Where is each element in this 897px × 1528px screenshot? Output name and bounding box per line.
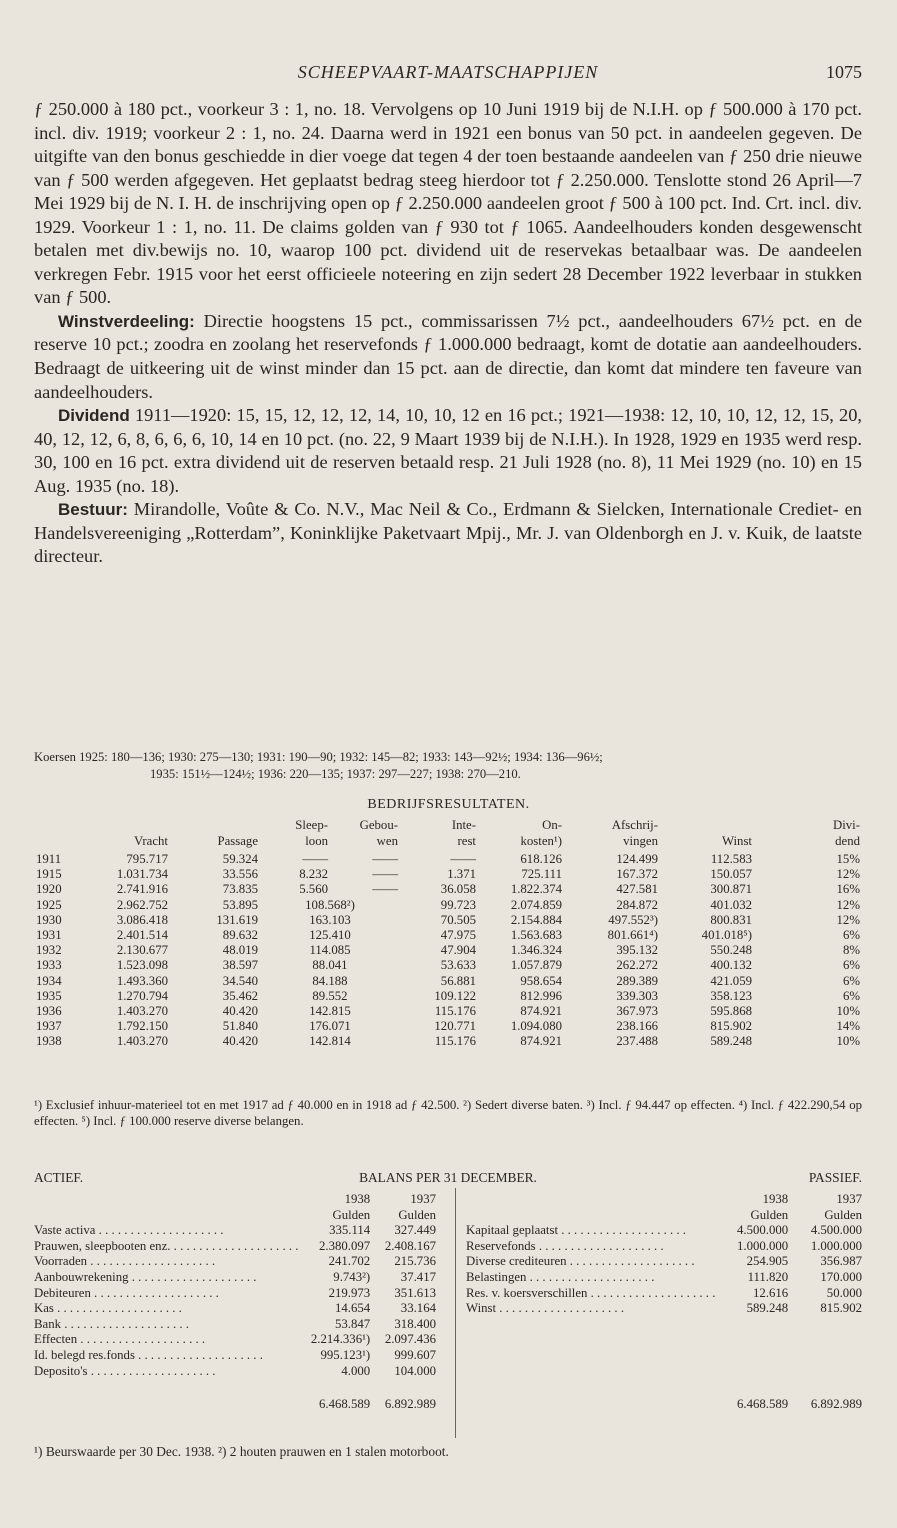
table-cell: 15% [836,852,860,866]
table-cell: 401.018⁵) [701,928,752,943]
table-cell: 112.583 [710,852,752,866]
running-title: SCHEEPVAART-MAATSCHAPPIJEN [297,62,599,82]
balance-item-value: 318.400 [394,1316,436,1331]
balance-item-value: 995.123¹) [320,1347,371,1362]
table-row [34,1034,862,1049]
table-cell: 3.086.418 [116,912,168,927]
balance-item-value: 53.847 [335,1316,371,1331]
table-cell: 48.019 [222,943,258,958]
table-cell: 1930 [36,912,62,927]
table-cell: 47.904 [440,943,476,958]
balance-item-label: Id. belegd res.fonds . . . [34,1348,298,1364]
table-cell: 1925 [36,897,62,912]
results-title: BEDRIJFSRESULTATEN. [367,797,530,812]
balance-item-value: 219.973 [328,1285,371,1300]
table-row [34,989,862,1004]
results-header-top-cell [74,817,170,833]
balance-item-value: 351.613 [394,1285,436,1300]
koersen-block [34,749,862,783]
results-table [34,817,862,1050]
balance-item-label: Res. v. koersverschillen . . . [466,1286,715,1302]
table-row [34,898,862,913]
table-cell: 10% [836,1034,860,1049]
passief-unit-1: Gulden [750,1207,789,1222]
table-cell: 339.303 [616,988,658,1003]
table-row [34,1004,862,1019]
results-header-bottom-cell: dend [835,834,860,848]
actief-year-row [34,1192,436,1208]
passief-year-row [466,1192,862,1208]
balance-item-label: Voorraden . . . [34,1254,298,1270]
table-cell: 1.270.794 [116,988,168,1003]
table-cell: 34.540 [222,973,258,988]
table-cell: 1.792.150 [116,1019,168,1034]
table-cell: 108.568²) [305,897,355,912]
table-cell: 595.868 [710,1004,752,1019]
table-cell: 958.654 [520,973,562,988]
balance-item-label: Reservefonds . . . [466,1239,715,1255]
table-cell: 14% [836,1019,860,1034]
table-cell: 89.632 [222,928,258,943]
balance-divider [455,1188,456,1438]
table-cell: 874.921 [520,1004,562,1019]
paragraph-winstverdeeling [34,310,862,404]
table-cell: 1.346.324 [510,943,562,958]
balance-item-value: 37.417 [400,1269,436,1284]
table-cell: 124.499 [616,852,658,866]
table-cell: 1935 [36,988,62,1003]
table-cell: 125.410 [309,928,351,943]
results-footnote: ¹) Exclusief inhuur-materieel tot en met 1917 ad ƒ 40.000 en in 1918 ad ƒ 42.500. ²) Sedert diverse baten. ³) Incl. ƒ 94.447 op effecten. ⁴) Incl. ƒ 422.290,54 op effecten. ⁵) Incl. ƒ 100.000 reserve diverse belangen. [34,1098,862,1128]
list-item [466,1286,862,1302]
passief-unit-row [466,1208,862,1224]
table-cell: 358.123 [710,988,752,1003]
list-item [34,1239,436,1255]
table-cell: 1.094.080 [510,1019,562,1034]
table-cell: 5.560 [299,882,328,897]
page-number: 1075 [826,62,862,82]
results-header-bottom-cell: Vracht [133,834,168,848]
list-item [34,1332,436,1348]
table-cell: 289.389 [616,973,658,988]
table-row [34,913,862,928]
balance-item-label: Vaste activa . . . [34,1223,298,1239]
balance-footnote: ¹) Beurswaarde per 30 Dec. 1938. ²) 2 houten prauwen en 1 stalen motorboot. [34,1444,449,1459]
koersen-line-2: 1935: 151½—124½; 1936: 220—135; 1937: 297—227; 1938: 270—210. [150,767,521,781]
table-cell: 1934 [36,973,62,988]
table-cell: 88.041 [312,958,348,973]
balance-total-value: 6.892.989 [810,1397,862,1412]
table-cell: 2.074.859 [510,897,562,912]
table-cell: —— [372,867,398,882]
passief-body [466,1192,862,1413]
balance-item-label: Belastingen . . . [466,1270,715,1286]
balance-item-value: 1.000.000 [810,1238,862,1253]
results-header-bottom-cell: loon [305,834,328,848]
results-header-bottom-cell: wen [376,834,398,848]
results-header-top-cell: On- [542,818,562,832]
table-cell: 109.122 [434,988,476,1003]
table-cell: 427.581 [616,882,658,897]
table-cell: 550.248 [710,943,752,958]
results-body [34,849,862,1050]
balance-item-value: 589.248 [746,1301,789,1316]
balance-item-value: 2.097.436 [384,1332,436,1347]
table-cell: 163.103 [309,912,351,927]
winstverdeeling-label: Winstverdeeling: [58,311,195,331]
balance-item-value: 50.000 [826,1285,862,1300]
table-cell: 12% [836,867,860,882]
table-cell: 421.059 [710,973,752,988]
balance-item-value: 14.654 [335,1301,371,1316]
table-cell: 400.132 [710,958,752,973]
table-cell: 115.176 [434,1034,476,1049]
table-cell: 47.975 [440,928,476,943]
table-cell: 6% [842,973,860,988]
balance-item-value: 999.607 [394,1347,436,1362]
table-cell: 1932 [36,943,62,958]
table-cell: 115.176 [434,1004,476,1019]
table-cell: 6% [842,988,860,1003]
balance-total-row [466,1379,862,1413]
table-row [34,882,862,897]
table-cell: 16% [836,882,860,897]
balance-item-value: 111.820 [747,1269,789,1284]
balance-header [34,1170,862,1188]
page-header [34,62,862,88]
balance-item-label: Kas . . . [34,1301,298,1317]
results-header-bottom-cell: Passage [217,834,258,848]
balance-item-value: 815.902 [820,1301,862,1316]
list-item [34,1254,436,1270]
balance-item-value: 254.905 [746,1254,789,1269]
table-cell: 59.324 [222,852,258,866]
balance-total-row [34,1379,436,1413]
table-cell: 6% [842,928,860,943]
table-cell: 73.835 [222,882,258,897]
table-cell: 1.057.879 [510,958,562,973]
table-cell: 1.523.098 [116,958,168,973]
table-cell: 2.130.677 [116,943,168,958]
table-cell: 2.154.884 [510,912,562,927]
table-cell: 589.248 [710,1034,752,1049]
balance-item-label: Effecten . . . [34,1332,298,1348]
balance-item-label: Diverse crediteuren . . . [466,1254,715,1270]
results-header-top-cell: Divi- [832,818,860,832]
table-cell: 1.493.360 [116,973,168,988]
balance-item-label: Debiteuren . . . [34,1286,298,1302]
table-row [34,867,862,882]
results-header-top-cell [170,817,260,833]
balance-item-label: Winst . . . [466,1301,715,1317]
balance-item-value: 4.500.000 [810,1223,862,1238]
table-cell: 1.371 [447,867,476,882]
table-cell: 33.556 [222,867,258,882]
list-item [466,1270,862,1286]
table-cell: 2.401.514 [116,928,168,943]
balance-title: BALANS PER 31 DECEMBER. [359,1170,537,1185]
results-header-bottom-cell [34,833,74,849]
table-row [34,928,862,943]
table-row [34,974,862,989]
table-cell: 8% [842,943,860,958]
passief-side [466,1192,862,1413]
table-cell: 120.771 [434,1019,476,1034]
table-cell: 1.403.270 [116,1004,168,1019]
actief-table [34,1192,436,1413]
actief-year-1: 1938 [344,1192,371,1206]
bestuur-text: Mirandolle, Voûte & Co. N.V., Mac Neil & Co., Erdmann & Sielcken, Internationale Crediet- en Handelsvereeniging „Rotterdam”, Koninklijke Paketvaart Mpij., Mr. J. van Oldenborgh en J. v. Kuik, de laatste directeur. [34,499,862,567]
list-item [34,1364,436,1380]
balance-item-value: 9.743²) [333,1269,371,1284]
table-cell: 35.462 [222,988,258,1003]
table-cell: 801.661⁴) [607,928,658,943]
balance-item-value: 215.736 [394,1254,436,1269]
results-header-bottom-cell: rest [457,834,476,848]
balance-item-value: 12.616 [753,1285,789,1300]
table-cell: 36.058 [440,882,476,897]
actief-label: ACTIEF. [34,1170,84,1185]
actief-unit-2: Gulden [398,1207,436,1222]
balance-item-label: Kapitaal geplaatst . . . [466,1223,715,1239]
results-header-bottom-cell: Winst [721,834,752,848]
table-cell: 142.814 [309,1034,351,1049]
list-item [34,1286,436,1302]
balance-item-value: 335.114 [329,1223,371,1238]
passief-year-1: 1938 [762,1192,789,1206]
paragraph-bestuur [34,498,862,569]
passief-table [466,1192,862,1413]
list-item [466,1223,862,1239]
table-cell: 1933 [36,958,62,973]
balance-item-value: 241.702 [328,1254,371,1269]
list-item [34,1317,436,1333]
list-item [34,1223,436,1239]
table-cell: 1936 [36,1004,62,1019]
passief-unit-2: Gulden [824,1207,862,1222]
list-item [34,1301,436,1317]
table-cell: 51.840 [222,1019,258,1034]
results-header-top-cell: Gebou- [359,818,398,832]
table-cell: 262.272 [616,958,658,973]
balance-item-label: Deposito's . . . [34,1364,298,1380]
table-cell: 150.057 [710,867,752,882]
balance-total-value: 6.892.989 [384,1397,436,1412]
balance-item-value: 33.164 [400,1301,436,1316]
results-header-row-bottom [34,833,862,849]
table-cell: 12% [836,912,860,927]
list-item [34,1270,436,1286]
table-row [34,958,862,973]
balance-total-value: 6.468.589 [737,1397,789,1412]
table-cell: —— [372,882,398,897]
balance-item-value: 1.000.000 [737,1238,789,1253]
balance-item-value: 2.214.336¹) [310,1332,371,1347]
table-cell: 131.619 [216,912,258,927]
balance-item-value: 4.000 [341,1363,371,1378]
actief-unit-row [34,1208,436,1224]
list-item [466,1301,862,1317]
balance-item-label: Aanbouwrekening . . . [34,1270,298,1286]
table-cell: 12% [836,897,860,912]
table-row [34,943,862,958]
dividend-label: Dividend [58,406,130,426]
table-row [34,849,862,867]
table-cell: 238.166 [616,1019,658,1034]
paragraph-dividend [34,404,862,498]
table-cell: 167.372 [616,867,658,882]
results-header-top-cell [34,817,74,833]
balance-item-value: 2.408.167 [384,1238,436,1253]
table-cell: 89.552 [312,988,348,1003]
table-cell: 56.881 [440,973,476,988]
list-item [466,1254,862,1270]
koersen-line-1: Koersen 1925: 180—136; 1930: 275—130; 1931: 190—90; 1932: 145—82; 1933: 143—92½; 1934: 136—96½; [34,750,603,764]
balance-item-value: 2.380.097 [319,1238,371,1253]
actief-body [34,1192,436,1413]
balance-item-label: Bank . . . [34,1317,298,1333]
table-cell: 1915 [36,867,62,882]
results-header-row-top [34,817,862,833]
table-cell: 401.032 [710,897,752,912]
passief-year-2: 1937 [836,1192,862,1206]
table-cell: 38.597 [222,958,258,973]
table-cell: 10% [836,1004,860,1019]
list-item [466,1239,862,1255]
paragraph-issue-history: ƒ 250.000 à 180 pct., voorkeur 3 : 1, no. 18. Vervolgens op 10 Juni 1919 bij de N.I.H. op ƒ 500.000 à 170 pct. incl. div. 1919; voorkeur 2 : 1, no. 24. Daarna werd in 1921 een bonus van 50 pct. in aandeelen gegeven. De uitgifte van den bonus geschiedde in dier voege dat tegen 4 der toen bestaande aandeelen van ƒ 250 drie nieuwe van ƒ 500 werden afgegeven. Het geplaatst bedrag steeg hierdoor tot ƒ 2.250.000. Tenslotte stond 26 April—7 Mei 1929 bij de N. I. H. de inschrijving open op ƒ 2.250.000 aandeelen groot ƒ 500 à 100 pct. Ind. Crt. incl. div. 1929. Voorkeur 1 : 1, no. 11. De claims golden van ƒ 930 tot ƒ 1065. Aandeelhouders konden desgewenscht betalen met div.bewijs no. 10, waarop 100 pct. dividend uit de reservekas betaalbaar was. De aandeelen verkregen Febr. 1915 voor het eerst officieele noteering en zijn sedert 28 December 1922 leverbaar in stukken van ƒ 500. [34,99,862,308]
body-text [34,98,862,569]
table-cell: 84.188 [312,973,348,988]
results-header-bottom-cell: kosten¹) [520,834,562,848]
table-cell: 99.723 [440,897,476,912]
table-cell: 1937 [36,1019,62,1034]
results-header-top-cell [660,817,754,833]
table-cell: 237.488 [616,1034,658,1049]
table-cell: 1.822.374 [510,882,562,897]
table-cell: 800.831 [710,912,752,927]
table-cell: 53.633 [440,958,476,973]
table-cell: 1938 [36,1034,62,1049]
table-cell: 114.085 [309,943,351,958]
table-row [34,1019,862,1034]
table-cell: 367.973 [616,1004,658,1019]
balance-item-value: 327.449 [394,1223,436,1238]
table-cell: 53.895 [222,897,258,912]
results-header-bottom-cell: vingen [623,834,658,848]
table-cell: —— [372,852,398,866]
balance-item-label: Prauwen, sleepbooten enz. . . . [34,1239,298,1255]
table-cell: 70.505 [440,912,476,927]
table-cell: 618.126 [520,852,562,866]
winstverdeeling-text: Directie hoogstens 15 pct., commissarissen 7½ pct., aandeelhouders 67½ pct. en de reserve 10 pct.; zoodra en zoolang het reservefonds ƒ 1.000.000 bedraagt, komt de dotatie aan aandeelhouders. Bedraagt de uitkeering uit de winst minder dan 15 pct. aan de directie, dan komt dat mindere ten faveure van aandeelhouders. [34,310,862,402]
table-cell: 1931 [36,928,62,943]
results-header-top-cell: Inte- [451,818,476,832]
table-cell: —— [450,852,476,866]
balance-item-value: 170.000 [820,1269,862,1284]
table-cell: 40.420 [222,1004,258,1019]
table-cell: 395.132 [616,943,658,958]
table-cell: 795.717 [126,852,168,866]
balance-total-value: 6.468.589 [319,1397,371,1412]
table-cell: 2.741.916 [116,882,168,897]
table-cell: 1.031.734 [116,867,168,882]
table-cell: 725.111 [521,867,562,882]
actief-year-2: 1937 [410,1192,436,1206]
actief-side [34,1192,436,1413]
table-cell: 176.071 [309,1019,351,1034]
balance-item-value: 4.500.000 [737,1223,789,1238]
table-cell: 874.921 [520,1034,562,1049]
table-cell: 1.403.270 [116,1034,168,1049]
balance-item-value: 104.000 [394,1363,436,1378]
table-cell: 2.962.752 [116,897,168,912]
actief-unit-1: Gulden [332,1207,371,1222]
table-cell: 815.902 [710,1019,752,1034]
table-cell: 8.232 [299,867,328,882]
table-cell: 1911 [36,852,62,866]
dividend-text: 1911—1920: 15, 15, 12, 12, 12, 14, 10, 10, 12 en 16 pct.; 1921—1938: 12, 10, 10, 12, 12, 15, 20, 40, 12, 12, 6, 8, 6, 6, 6, 10, 14 en 10 pct. (no. 22, 9 Maart 1939 bij de N.I.H.). In 1928, 1929 en 1935 werd resp. 30, 100 en 16 pct. extra dividend uit de reserven betaald resp. 21 Juli 1928 (no. 8), 11 Mei 1929 (no. 10) en 15 Aug. 1935 (no. 18). [34,405,862,496]
table-cell: 284.872 [616,897,658,912]
table-cell: 300.871 [710,882,752,897]
passief-label: PASSIEF. [808,1170,862,1185]
table-cell: 812.996 [520,988,562,1003]
table-cell: —— [302,852,328,866]
list-item [34,1348,436,1364]
table-cell: 1.563.683 [510,928,562,943]
results-header-top-cell: Sleep- [295,818,328,832]
table-cell: 1920 [36,882,62,897]
table-cell: 497.552³) [608,912,658,927]
balance-item-value: 356.987 [820,1254,862,1269]
results-header-top-cell: Afschrij- [611,818,658,832]
table-cell: 142.815 [309,1004,351,1019]
table-cell: 40.420 [222,1034,258,1049]
table-cell: 6% [842,958,860,973]
bestuur-label: Bestuur: [58,500,128,520]
